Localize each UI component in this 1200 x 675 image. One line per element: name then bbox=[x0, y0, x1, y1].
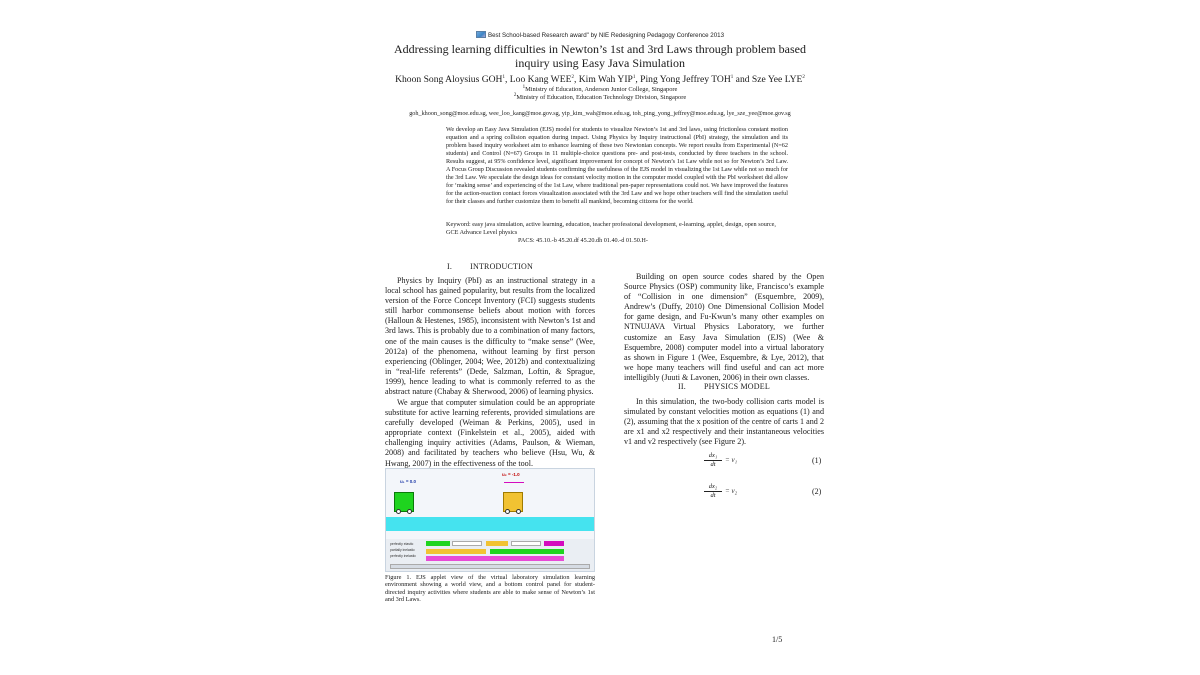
author-4: , Ping Yong Jeffrey TOH bbox=[635, 74, 731, 85]
award-text: Best School-based Research award" by NIE Redesigning Pedagogy Conference 2013 bbox=[487, 32, 725, 39]
author-emails: goh_khoon_song@moe.edu.sg, wee_loo_kang@moe.gov.sg, yip_kim_wah@moe.edu.sg, toh_ping_yong_jeffrey@moe.edu.sg, lye_sze_yee@moe.gov.sg bbox=[409, 110, 791, 117]
cart-1-wheel-left bbox=[396, 509, 401, 514]
affiliation-1-text: Ministry of Education, Anderson Junior College, Singapore bbox=[525, 86, 678, 93]
ctrl-play-toolbar[interactable] bbox=[390, 564, 590, 569]
pacs-codes: PACS: 45.10.-b 45.20.df 45.20.dh 01.40.-d 01.50.H- bbox=[518, 237, 648, 244]
equation-1-denominator: dt bbox=[710, 461, 716, 468]
section-1-title: INTRODUCTION bbox=[470, 262, 533, 271]
ctrl-option-partially-inelastic[interactable]: partially inelastic bbox=[390, 548, 415, 552]
abstract: We develop an Easy Java Simulation (EJS) model for students to visualize Newton’s 1st and 3rd laws, using frictionless constant motion equation and a spring collision equation during impact. Using Physics by Inquiry instructional (PbI) strategy, the simulation and its problem based inquiry worksheet aim to enhance learning of these two Newtonian concepts. We report results from Experimental (N=62 students) and Control (N=67) Groups in 11 multiple-choice questions pre- and post-tests, conducted by three teachers in the school. Results suggest, at 95% confidence level, significant improvement for concept of Newton’s 1st Law while not so for Newton’s 3rd Law. A Focus Group Discussion revealed students confirming the usefulness of the EJS model in visualizing the 1st Law while not so much for the 3rd Law. We speculate the design ideas for constant velocity motion in the computer model coupled with the PbI worksheet did allow for ‘making sense’ and experiencing of the 1st Law, where traditional pen-paper representations could not. We have improved the features for the action-reaction contact forces visualization associated with the 3rd Law and we hope other teachers will find the simulation useful for their classes and further customize them to benefit all mankind, becoming citizens for the world. bbox=[446, 126, 788, 206]
cart-2-wheel-right bbox=[516, 509, 521, 514]
velocity-arrow bbox=[504, 482, 524, 483]
author-5-sup: 2 bbox=[802, 74, 805, 80]
intro-paragraph-2 bbox=[385, 398, 595, 469]
affiliation-1 bbox=[0, 86, 1200, 93]
ctrl-mass-1-field[interactable] bbox=[426, 541, 450, 546]
right-paragraph-1 bbox=[624, 272, 824, 383]
ctrl-slider-2[interactable] bbox=[511, 541, 541, 546]
cart-2-wheel-left bbox=[505, 509, 510, 514]
ctrl-slider-1[interactable] bbox=[452, 541, 482, 546]
author-5: and Sze Yee LYE bbox=[733, 74, 803, 85]
intro-paragraph-1 bbox=[385, 276, 595, 397]
right-paragraph-2 bbox=[624, 397, 824, 447]
author-4-sup: 1 bbox=[730, 74, 734, 80]
author-2-sup: 2 bbox=[571, 74, 574, 80]
author-3: , Kim Wah YIP bbox=[573, 74, 633, 85]
right-paragraph-1-text: Building on open source codes shared by the Open Source Physics (OSP) community like, Francisco’s example of “Collision in one dimension” (Esquembre, 2009), Andrew’s (Duffy, 2010) One Dimensional Collision Model for game design, and Fu-Kwun’s many other examples on NTNUJAVA Virtual Physics Laboratory, we further customize an Easy Java Simulation (EJS) (Wee & Esquembre, 2008) computer model into a virtual laboratory as shown in Figure 1 (Wee, Esquembre, & Lye, 2012), that we hope many teachers will find useful and can act more intelligibly (Juuti & Lavonen, 2006) in their own classes. bbox=[624, 272, 824, 382]
title-line-1: Addressing learning difficulties in Newton’s 1st and 3rd Laws through problem based bbox=[393, 42, 807, 56]
keywords: Keyword: easy java simulation, active learning, education, teacher professional development, e-learning, applet, design, open source, GCE Advance Level physics bbox=[446, 221, 776, 237]
affiliation-2 bbox=[0, 94, 1200, 101]
ctrl-velocity-field[interactable] bbox=[544, 541, 564, 546]
figure-control-panel bbox=[386, 539, 595, 572]
equation-1-number: (1) bbox=[812, 456, 822, 465]
intro-paragraph-1-text: Physics by Inquiry (PbI) as an instructional strategy in a local school has gained popularity, but results from the localized version of the Force Concept Inventory (FCI) suggests students still harbor commonsense beliefs about motion with forces (Halloun & Hestenes, 1985), inconsistent with Newton’s 1st and 3rd laws. This is probably due to a combination of many factors, one of the main causes is the difficulty to “make sense” (Wee, 2012a) of the phenomena, without learning by first person experiencing (Oblinger, 2004; Wee, 2012b) and contextualizing in “real-life referents” (Dede, Salzman, Loftin, & Sprague, 1999), hence leading to what is commonly referred to as the abstract nature (Chabay & Sherwood, 2006) of learning physics. bbox=[385, 276, 595, 397]
affiliation-2-sup: 2 bbox=[513, 92, 517, 98]
section-1-number: I. bbox=[447, 262, 453, 271]
equation-2-fraction bbox=[703, 483, 723, 500]
award-line bbox=[0, 31, 1200, 39]
section-heading-physics-model bbox=[624, 382, 824, 391]
author-3-sup: 1 bbox=[632, 74, 636, 80]
title-line-2: inquiry using Easy Java Simulation bbox=[515, 56, 685, 70]
section-2-number: II. bbox=[678, 382, 686, 391]
equation-2-number: (2) bbox=[812, 487, 822, 496]
equation-1-rhs: = v₁ bbox=[725, 456, 738, 464]
right-paragraph-2-text: In this simulation, the two-body collision carts model is simulated by constant velocities motion as equations (1) and (2), assuming that the x position of the centre of carts 1 and 2 are x1 and x2 respectively and their instantaneous velocities v1 and v2 respectively (see Figure 2). bbox=[624, 397, 824, 447]
equation-1-numerator: dx₁ bbox=[708, 452, 718, 459]
equation-2-rhs: = v₂ bbox=[725, 487, 738, 495]
author-1-sup: 1 bbox=[502, 74, 505, 80]
intro-paragraph-2-text: We argue that computer simulation could be an appropriate substitute for active learning referents, provided simulations are carefully developed (Weiman & Perkins, 2005), used in appropriate context (Finkelstein et al., 2005), aided with challenging inquiry activities (Adams, Paulson, & Wieman, 2008) and facilitated by teachers who believe (Hsu, Wu, & Hwang, 2007) in the effectiveness of the tool. bbox=[385, 398, 595, 468]
section-2-title: PHYSICS MODEL bbox=[703, 382, 770, 391]
collision-track bbox=[386, 517, 595, 531]
paper-title bbox=[340, 42, 860, 70]
affiliation-2-text: Ministry of Education, Education Technology Division, Singapore bbox=[516, 94, 687, 101]
equation-2-numerator: dx₂ bbox=[708, 483, 718, 490]
figure-world-view bbox=[386, 469, 595, 539]
ctrl-row-3[interactable] bbox=[426, 556, 564, 561]
u1-label: u₁ = 0.0 bbox=[400, 479, 416, 484]
ctrl-row-2[interactable] bbox=[426, 549, 486, 554]
award-image-icon bbox=[476, 31, 486, 38]
cart-1-wheel-right bbox=[407, 509, 412, 514]
u2-label: u₂ = -1.0 bbox=[502, 472, 520, 477]
author-list bbox=[0, 74, 1200, 85]
ctrl-mass-2-field[interactable] bbox=[486, 541, 508, 546]
author-1: Khoon Song Aloysius GOH bbox=[395, 74, 503, 85]
page-number: 1/5 bbox=[772, 635, 783, 644]
ctrl-row-2b[interactable] bbox=[490, 549, 564, 554]
section-heading-introduction bbox=[385, 262, 595, 271]
equation-1-fraction bbox=[703, 452, 723, 469]
author-2: , Loo Kang WEE bbox=[505, 74, 572, 85]
ctrl-option-inelastic[interactable]: perfectly inelastic bbox=[390, 554, 417, 558]
ctrl-option-elastic[interactable]: perfectly elastic bbox=[390, 542, 414, 546]
affiliation-1-sup: 1 bbox=[522, 84, 526, 90]
equation-2-denominator: dt bbox=[710, 492, 716, 499]
figure-1-caption: Figure 1. EJS applet view of the virtual laboratory simulation learning environment showing a world view, and a bottom control panel for student-directed inquiry activities where students are able to make sense of Newton’s 1st and 3rd Laws. bbox=[385, 574, 595, 604]
figure-1-applet bbox=[385, 468, 595, 572]
